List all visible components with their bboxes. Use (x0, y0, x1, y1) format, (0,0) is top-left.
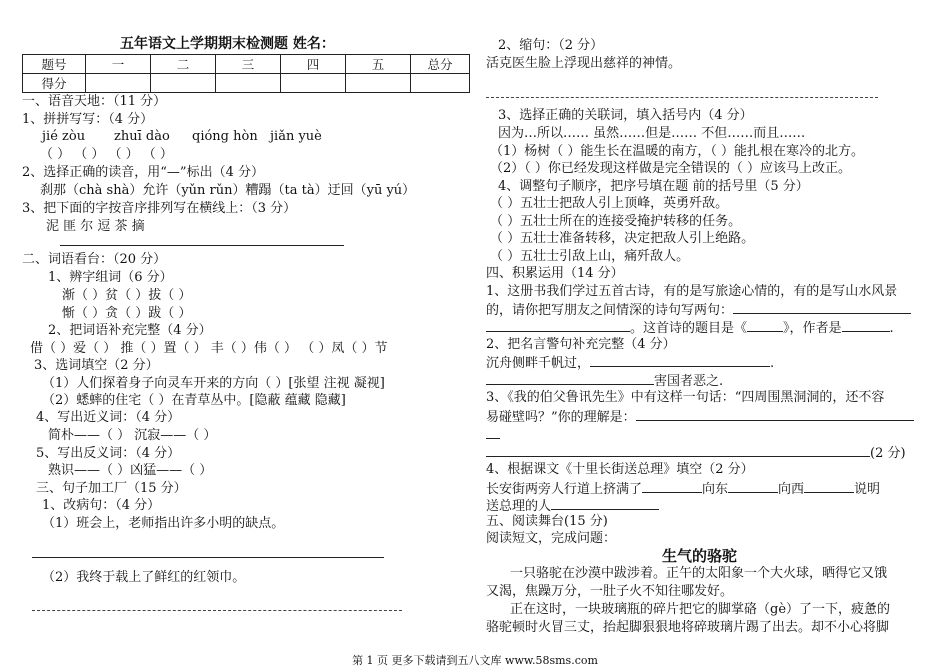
score-note: (2 分) (870, 446, 906, 461)
question-content: （1）班会上，老师指出许多小明的缺点。 (42, 516, 285, 531)
score-cell[interactable] (86, 74, 151, 93)
question (486, 497, 659, 515)
answer-blank[interactable] (486, 372, 654, 385)
score-cell[interactable] (151, 74, 216, 93)
table-cell: 五 (346, 55, 411, 74)
question-content: （ ）五壮士准备转移，决定把敌人引上绝路。 (490, 231, 755, 246)
question-text: 向东 (702, 482, 729, 497)
question (486, 480, 880, 498)
table-cell: 得分 (23, 74, 86, 93)
question-text: 的，请你把写朋友之间情深的诗句写两句： (486, 303, 734, 318)
instruction: 阅读短文，完成问题： (486, 531, 617, 546)
answer-blank[interactable] (551, 497, 659, 510)
score-table-header-row (23, 55, 470, 74)
question-text: 送总理的人 (486, 499, 552, 514)
question-content: 简朴——（ ） 沉寂——（ ） (48, 428, 217, 443)
paragraph-line: 又渴，焦躁万分，一肚子火不知往哪发好。 (486, 584, 734, 599)
score-table-score-row (23, 74, 470, 93)
story-title: 生气的骆驼 (662, 547, 738, 565)
answer-parens[interactable]: （ ） （ ） （ ） （ ） (40, 147, 173, 162)
question-content: 因为…所以…… 虽然……但是…… 不但……而且…… (498, 126, 806, 141)
pinyin-4: jiǎn yuè (270, 129, 322, 144)
question (486, 444, 906, 462)
question: 5、写出反义词：（4 分） (36, 446, 181, 461)
question: 。这首诗的题目是《 》，作者是 . (486, 319, 894, 337)
question: 1、这册书我们学过五首古诗，有的是写旅途心情的，有的是写山水风景 (486, 284, 898, 299)
question-text: 长安街两旁人行道上挤满了 (486, 482, 643, 497)
question (486, 372, 723, 390)
answer-blank[interactable] (747, 319, 783, 332)
question-content: （1）杨树（ ）能生长在温暖的南方，（ ）能扎根在寒冷的北方。 (490, 144, 865, 159)
table-cell: 一 (86, 55, 151, 74)
question-content: 熟识——（ ）凶猛——（ ） (48, 463, 213, 478)
table-cell: 二 (151, 55, 216, 74)
question-text: 》，作者是 (783, 321, 842, 336)
question (486, 301, 911, 319)
question: 4、根据课文《十里长街送总理》填空（2 分） (486, 462, 754, 477)
question-content: 惭（ ）贪（ ）跋（ ） (62, 306, 192, 321)
question-content: 泥 匪 尔 逗 茶 摘 (46, 219, 145, 234)
question: 3、《我的伯父鲁讯先生》中有这样一句话：“四周围黑洞洞的，还不容 (486, 390, 885, 405)
question-text: 向西 (778, 482, 805, 497)
pinyin-1: jié zòu (42, 129, 86, 144)
question: 2、把名言警句补充完整（4 分） (486, 337, 676, 352)
question-content: （2）我终于载上了鲜红的红领巾。 (42, 570, 246, 585)
question-content: （2）（ ）你已经发现这样做是完全错误的（ ）应该马上改正。 (490, 161, 852, 176)
page-footer: 第 1 页 更多下载请到五八文库 www.58sms.com (352, 654, 598, 667)
question: 3、把下面的字按音序排列写在横线上：（3 分） (22, 201, 297, 216)
question-content: （2）蟋蟀的住宅（ ）在青草丛中。[隐蔽 蕴藏 隐藏] (42, 393, 346, 408)
answer-blank[interactable] (642, 480, 702, 493)
question-text: 害国者恶之. (654, 374, 724, 389)
answer-blank[interactable] (728, 480, 778, 493)
answer-line[interactable] (60, 245, 344, 246)
pinyin-3: qióng hòn (192, 129, 258, 144)
question-content: （ ）五壮士把敌人引上顶峰，英勇歼敌。 (490, 196, 729, 211)
question: 3、选词填空（2 分） (34, 358, 159, 373)
answer-blank[interactable] (804, 480, 854, 493)
question-text: 说明 (854, 482, 881, 497)
answer-line[interactable] (486, 97, 878, 98)
question-text: 。这首诗的题目是《 (630, 321, 748, 336)
table-cell: 题号 (23, 55, 86, 74)
answer-blank[interactable] (486, 426, 500, 439)
question: 沉舟侧畔千帆过， . (486, 356, 775, 371)
answer-blank[interactable] (590, 354, 770, 367)
question-content: （ ）五壮士引敌上山，痛歼敌人。 (490, 249, 690, 264)
section-heading: 二、词语看台：（20 分） (22, 252, 167, 267)
score-cell[interactable] (216, 74, 281, 93)
section-heading: 五、阅读舞台(15 分) (486, 514, 608, 529)
answer-blank[interactable] (733, 301, 911, 314)
question-content: 活克医生脸上浮现出慈祥的神情。 (486, 56, 682, 71)
question-content: 借（ ）爱（ ） 推（ ）置（ ） 丰（ ）伟（ ） （ ）凤（ ）节 (30, 341, 388, 356)
answer-blank[interactable] (486, 444, 870, 457)
score-cell[interactable] (346, 74, 411, 93)
paragraph-line: 一只骆驼在沙漠中跋涉着。正午的太阳象一个大火球，晒得它又饿 (510, 566, 888, 581)
question: 2、缩句：（2 分） (498, 38, 604, 53)
score-cell[interactable] (281, 74, 346, 93)
table-cell: 四 (281, 55, 346, 74)
question-content: （ ）五壮士所在的连接受掩护转移的任务。 (490, 214, 742, 229)
table-cell: 总分 (411, 55, 470, 74)
answer-line[interactable] (486, 426, 500, 444)
question (486, 408, 914, 426)
question-content: 渐（ ）贫（ ）拔（ ） (62, 288, 192, 303)
answer-blank[interactable] (636, 408, 914, 421)
question: 3、选择正确的关联词，填入括号内（4 分） (498, 108, 753, 123)
question: 4、写出近义词：（4 分） (36, 410, 181, 425)
pinyin-2: zhuī dào (114, 129, 170, 144)
paragraph-line: 骆驼顿时火冒三丈，抬起脚狠狠地将碎玻璃片踢了出去。却不小心将脚 (486, 620, 890, 635)
answer-blank[interactable] (842, 319, 890, 332)
section-heading: 三、句子加工厂（15 分） (36, 481, 187, 496)
question: 4、调整句子顺序，把序号填在题 前的括号里（5 分） (498, 179, 809, 194)
question: 1、辨字组词（6 分） (48, 270, 173, 285)
question: 1、拼拼写写：（4 分） (22, 112, 154, 127)
page-title: 五年语文上学期期末检测题 姓名： (120, 36, 335, 52)
question: 2、选择正确的读音，用“—”标出（4 分） (22, 165, 264, 180)
question-text: 沉舟侧畔千帆过， (486, 356, 591, 371)
answer-blank[interactable] (486, 319, 630, 332)
question-content: 刹那（chà shà）允许（yǔn rǔn）糟蹋（ta tà）迂回（yū yú） (40, 183, 416, 198)
question-content: （1）人们探着身子向灵车开来的方向（ ）[张望 注视 凝视] (42, 376, 385, 391)
section-heading: 一、语音天地：（11 分） (22, 94, 167, 109)
section-heading: 四、积累运用（14 分） (486, 266, 624, 281)
question: 1、改病句：（4 分） (42, 498, 161, 513)
score-table (22, 54, 470, 93)
score-cell[interactable] (411, 74, 470, 93)
question-text: 易碰壁吗？”你的理解是： (486, 410, 636, 425)
paragraph-line: 正在这时，一块玻璃瓶的碎片把它的脚掌硌（gè）了一下，疲惫的 (510, 602, 891, 617)
question: 2、把词语补充完整（4 分） (48, 323, 212, 338)
answer-line[interactable] (32, 610, 402, 611)
table-cell: 三 (216, 55, 281, 74)
answer-line[interactable] (32, 557, 384, 558)
